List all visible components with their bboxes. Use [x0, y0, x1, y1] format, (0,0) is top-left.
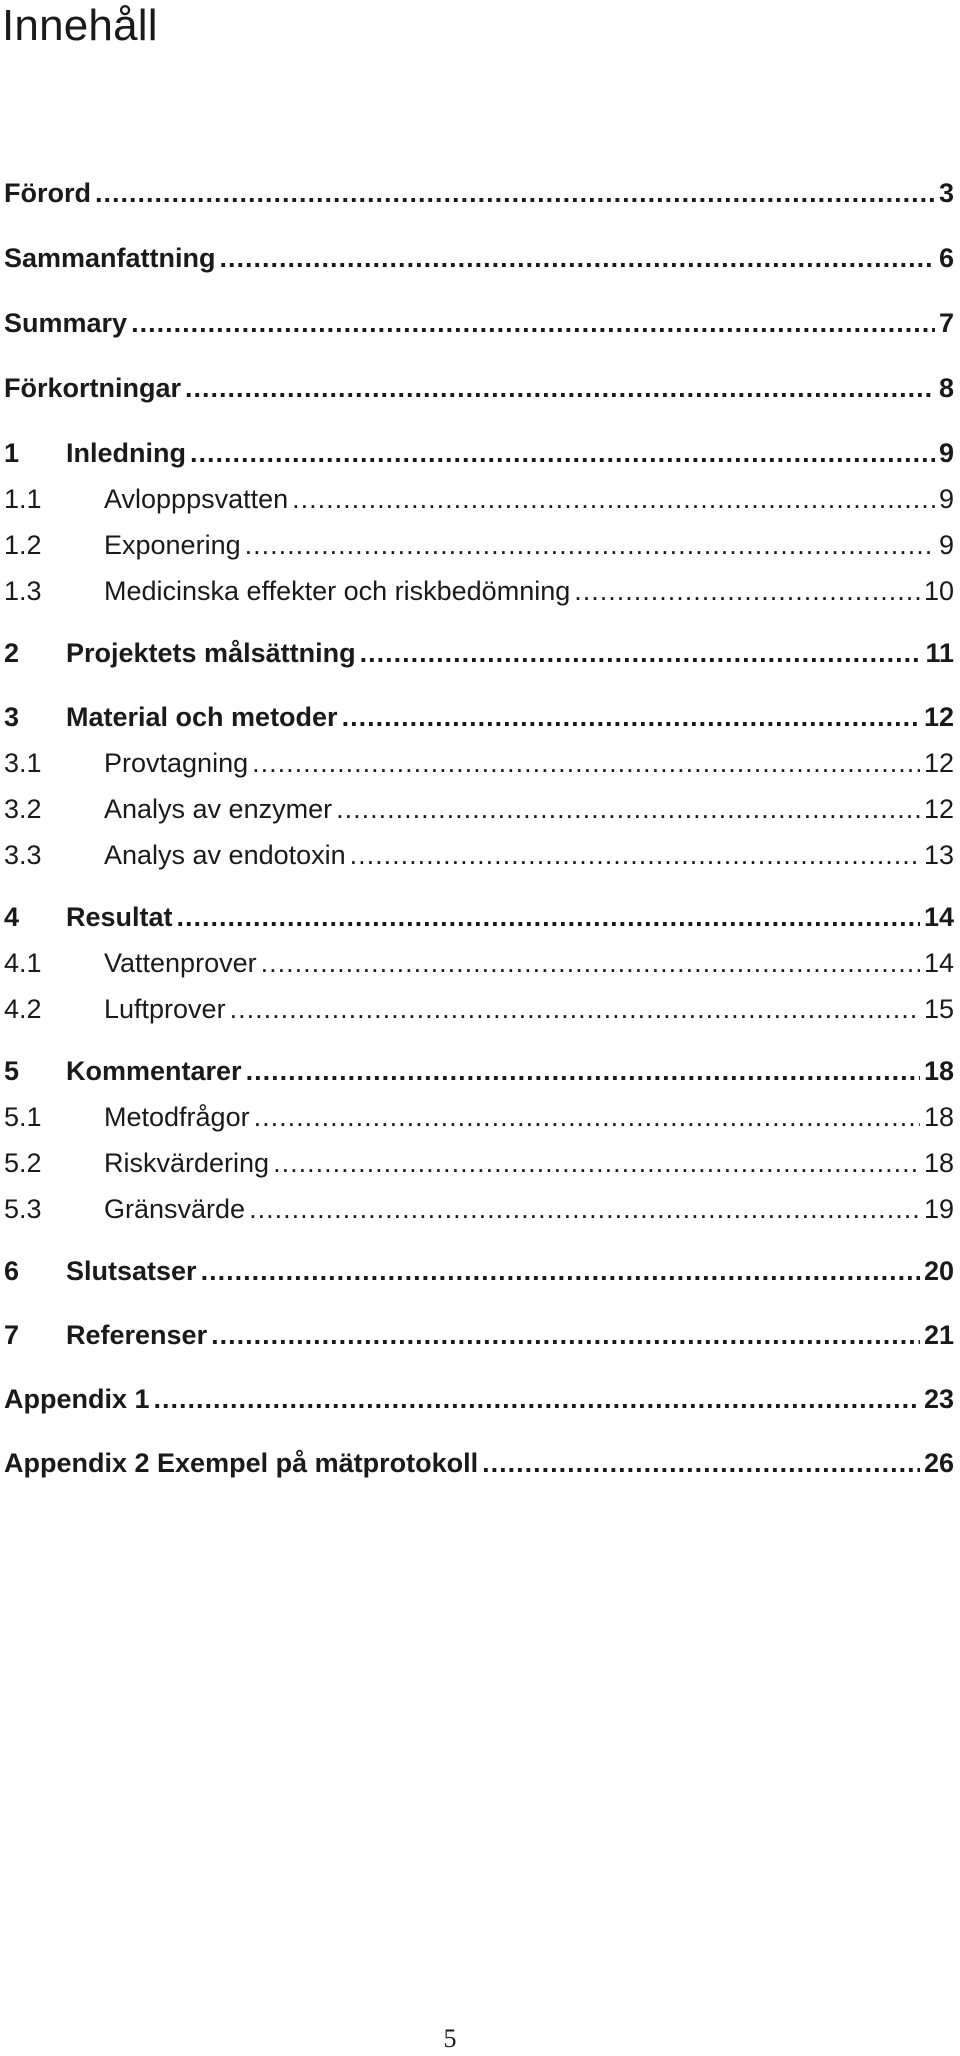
- toc-entry-number: 1.2: [4, 530, 42, 560]
- toc-entry-page: 18: [923, 1148, 954, 1178]
- toc-entry-number: 3: [4, 702, 20, 732]
- toc-entry-title: Analys av enzymer: [104, 794, 333, 824]
- dot-leader: [95, 180, 935, 207]
- toc-entry-number: 5: [4, 1056, 20, 1086]
- toc-entry-title: Exponering: [104, 530, 241, 560]
- page-title: Innehåll: [2, 1, 158, 50]
- toc-entry-page: 23: [923, 1384, 954, 1414]
- toc-entry-title: Provtagning: [104, 748, 249, 778]
- toc-entry-number: 4: [4, 902, 20, 932]
- dot-leader: [254, 1104, 920, 1131]
- toc-entry-page: 11: [925, 638, 954, 668]
- dot-leader: [131, 310, 935, 337]
- dot-leader: [185, 375, 935, 402]
- toc-entry-number: 1.3: [4, 576, 42, 606]
- toc-entry-page: 13: [923, 840, 954, 870]
- toc-entry-number: 3.3: [4, 840, 42, 870]
- toc-entry-number: 6: [4, 1256, 20, 1286]
- toc-entry-title: Analys av endotoxin: [104, 840, 346, 870]
- toc-entry-number: 3.2: [4, 794, 42, 824]
- toc-entry-number: 4.2: [4, 994, 42, 1024]
- dot-leader: [360, 640, 922, 667]
- toc-entry-title: Medicinska effekter och riskbedömning: [104, 576, 571, 606]
- toc-entry-page: 21: [923, 1320, 954, 1350]
- dot-leader: [342, 704, 920, 731]
- toc-entry-page: 3: [938, 178, 954, 208]
- dot-leader: [230, 996, 920, 1023]
- toc-entry-page: 12: [923, 794, 954, 824]
- toc-entry-number: 1: [4, 438, 20, 468]
- toc-entry-page: 15: [923, 994, 954, 1024]
- toc-entry-page: 6: [938, 243, 954, 273]
- toc-entry-title: Kommentarer: [66, 1056, 242, 1086]
- toc-entry-number: 2: [4, 638, 20, 668]
- toc-entry-number: 4.1: [4, 948, 42, 978]
- toc-entry[interactable]: [4, 1322, 954, 1349]
- dot-leader: [220, 245, 935, 272]
- toc-entry-page: 12: [923, 748, 954, 778]
- toc-entry-title: Gränsvärde: [104, 1194, 246, 1224]
- toc-entry-title: Summary: [4, 308, 128, 338]
- toc-entry-page: 20: [923, 1256, 954, 1286]
- toc-entry-page: 18: [923, 1102, 954, 1132]
- toc-entry-title: Projektets målsättning: [66, 638, 356, 668]
- toc-entry[interactable]: [4, 440, 954, 467]
- toc-entry-title: Appendix 1: [4, 1384, 150, 1414]
- toc-entry-title: Förord: [4, 178, 91, 208]
- toc-entry-page: 9: [938, 530, 954, 560]
- toc-entry[interactable]: [4, 1258, 954, 1285]
- toc-entry[interactable]: [4, 842, 954, 869]
- toc-entry-title: Metodfrågor: [104, 1102, 250, 1132]
- toc-entry-number: 5.1: [4, 1102, 42, 1132]
- dot-leader: [350, 842, 920, 869]
- dot-leader: [273, 1150, 920, 1177]
- toc-entry-title: Förkortningar: [4, 373, 182, 403]
- toc-entry-number: 1.1: [4, 484, 42, 514]
- toc-entry-page: 18: [923, 1056, 954, 1086]
- toc-entry-title: Appendix 2 Exempel på mätprotokoll: [4, 1448, 479, 1478]
- dot-leader: [245, 532, 935, 559]
- dot-leader: [154, 1386, 920, 1413]
- toc-entry[interactable]: [4, 375, 954, 402]
- toc-entry[interactable]: [4, 904, 954, 931]
- toc-entry-page: 26: [923, 1448, 954, 1478]
- toc-entry-page: 14: [923, 902, 954, 932]
- toc-entry-number: 5.2: [4, 1148, 42, 1178]
- dot-leader: [246, 1058, 920, 1085]
- toc-entry-title: Vattenprover: [104, 948, 257, 978]
- toc-entry-page: 12: [923, 702, 954, 732]
- toc-entry-page: 10: [923, 576, 954, 606]
- toc-entry-title: Avlopppsvatten: [104, 484, 289, 514]
- toc-entry[interactable]: [4, 180, 954, 207]
- toc-entry[interactable]: [4, 532, 954, 559]
- toc-entry[interactable]: [4, 640, 954, 667]
- dot-leader: [177, 904, 920, 931]
- toc-entry[interactable]: [4, 704, 954, 731]
- toc-entry-number: 3.1: [4, 748, 42, 778]
- toc-entry[interactable]: [4, 486, 954, 513]
- toc-entry[interactable]: [4, 750, 954, 777]
- toc-entry-title: Luftprover: [104, 994, 226, 1024]
- dot-leader: [190, 440, 935, 467]
- toc-entry-page: 14: [923, 948, 954, 978]
- toc-entry-title: Riskvärdering: [104, 1148, 270, 1178]
- toc-entry[interactable]: [4, 796, 954, 823]
- toc-entry[interactable]: [4, 310, 954, 337]
- toc-entry[interactable]: [4, 950, 954, 977]
- dot-leader: [252, 750, 920, 777]
- toc-entry[interactable]: [4, 1150, 954, 1177]
- toc-entry-page: 7: [938, 308, 954, 338]
- toc-entry-page: 8: [938, 373, 954, 403]
- toc-entry-page: 9: [938, 438, 954, 468]
- toc-entry[interactable]: [4, 1196, 954, 1223]
- dot-leader: [292, 486, 935, 513]
- toc-entry[interactable]: [4, 1386, 954, 1413]
- toc-entry-number: 7: [4, 1320, 20, 1350]
- toc-entry-title: Resultat: [66, 902, 173, 932]
- toc-entry[interactable]: [4, 1450, 954, 1477]
- toc-entry[interactable]: [4, 996, 954, 1023]
- dot-leader: [574, 578, 920, 605]
- toc-entry[interactable]: [4, 245, 954, 272]
- page-number: 5: [443, 2024, 457, 2053]
- dot-leader: [249, 1196, 920, 1223]
- toc-entry[interactable]: [4, 578, 954, 605]
- toc-entry-page: 19: [923, 1194, 954, 1224]
- toc-entry-number: 5.3: [4, 1194, 42, 1224]
- toc-entry-title: Material och metoder: [66, 702, 338, 732]
- toc-entry-page: 9: [938, 484, 954, 514]
- dot-leader: [211, 1322, 920, 1349]
- dot-leader: [201, 1258, 920, 1285]
- dot-leader: [336, 796, 920, 823]
- toc-entry[interactable]: [4, 1104, 954, 1131]
- toc-entry[interactable]: [4, 1058, 954, 1085]
- dot-leader: [261, 950, 920, 977]
- toc-entry-title: Referenser: [66, 1320, 208, 1350]
- toc-entry-title: Slutsatser: [66, 1256, 197, 1286]
- toc-entry-title: Inledning: [66, 438, 186, 468]
- dot-leader: [482, 1450, 920, 1477]
- toc-entry-title: Sammanfattning: [4, 243, 216, 273]
